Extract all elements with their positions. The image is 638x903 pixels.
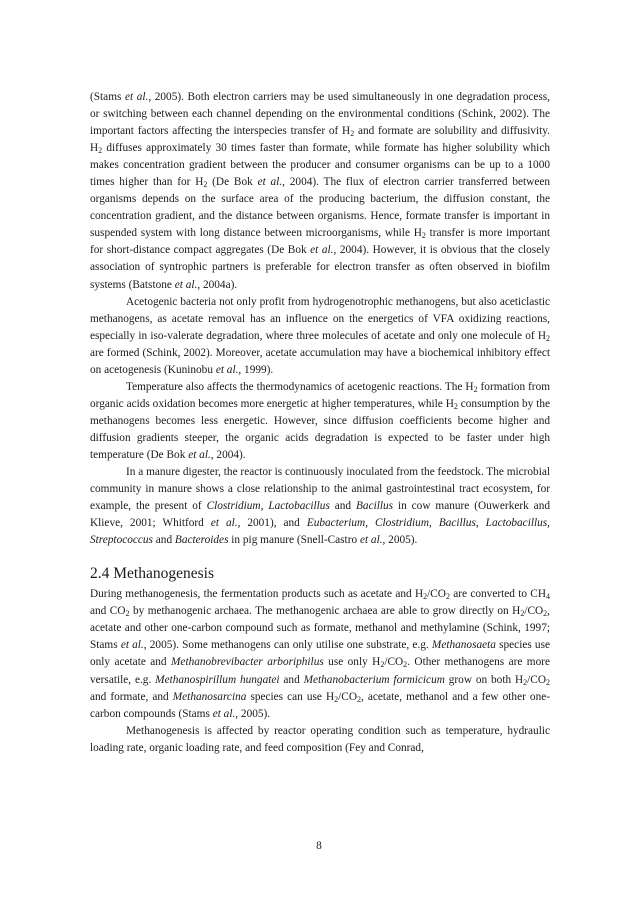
page-number: 8: [316, 840, 322, 852]
paragraph-temperature: Temperature also affects the thermodynamics of acetogenic reactions. The $H_2$ formation from organic acids oxidation becomes more energetic at higher temperatures, while $H_2$ consumption by the methanogens becomes less energetic. However, since diffusion coefficients become higher and diffusion gradients steeper, the organic acids degradation is expected to be faster under high temperature (De Bok et al., 2004).: [90, 380, 551, 461]
paragraph-stams: (Stams et al., 2005). Both electron carriers may be used simultaneously in one degradation process, or switching between each channel depending on the environmental conditions (Schink, 2002). The important factors affecting the interspecies transfer of $H_2$ and formate are solubility and diffusivity. $H_2$ diffuses approximately 30 times faster than formate, while formate has higher solubility which makes concentration gradient between the producer and consumer organisms can be up to a 1000 times higher than for $H_2$ (De Bok et al., 2004). The flux of electron carrier transferred between organisms depends on the surface area of the producing bacterium, the diffusion constant, the concentration gradient, and the distance between organisms. Hence, formate transfer is important in suspended system with long distance between microorganisms, while $H_2$ transfer is more important for short-distance compact aggregates (De Bok et al., 2004). However, it is obvious that the closely association of syntrophic partners is preferable for electron transfer as often observed in biofilm systems (Batstone et al., 2004a).: [90, 91, 551, 291]
paragraph-methanogenesis: During methanogenesis, the fermentation products such as acetate and $H_2/CO_2$ are converted to $CH_4$ and $CO_2$ by methanogenic archaea. The methanogenic archaea are able to grow directly on $H_2/CO_2$, acetate and other one-carbon compound such as formate, methanol and methylamine (Schink, 1997; Stams et al., 2005). Some methanogens can only utilise one substrate, e.g. Methanosaeta species use only acetate and Methanobrevibacter arboriphilus use only $H_2/CO_2$. Other methanogens are more versatile, e.g. Methanospirillum hungatei and Methanobacterium formicicum grow on both $H_2/CO_2$ and formate, and Methanosarcina species can use $H_2/CO_2$, acetate, methanol and a few other one-carbon compounds (Stams et al., 2005).: [90, 588, 551, 720]
paragraph-acetogenic-bacteria: Acetogenic bacteria not only profit from hydrogenotrophic methanogens, but also aceticlastic methanogens, as acetate removal has an influence on the energetics of VFA oxidizing reactions, especially in iso-valerate degradation, where three molecules of acetate and only one molecule of $H_2$ are formed (Schink, 2002). Moreover, acetate accumulation may have a biochemical inhibitory effect on acetogenesis (Kuninobu et al., 1999).: [90, 295, 550, 376]
paragraph-operating-conditions: Methanogenesis is affected by reactor operating condition such as temperature, hydraulic loading rate, organic loading rate, and feed composition (Fey and Conrad,: [90, 724, 550, 754]
section-heading-methanogenesis: 2.4 Methanogenesis: [90, 565, 214, 583]
paragraph-manure-digester: In a manure digester, the reactor is continuously inoculated from the feedstock. The microbial community in manure shows a close relationship to the animal gastrointestinal tract ecosystem, for example, the present of Clostridium, Lactobacillus and Bacillus in cow manure (Ouwerkerk and Klieve, 2001; Whitford et al., 2001), and Eubacterium, Clostridium, Bacillus, Lactobacillus, Streptococcus and Bacteroides in pig manure (Snell-Castro et al., 2005).: [90, 466, 550, 547]
page-body: [90, 89, 550, 757]
